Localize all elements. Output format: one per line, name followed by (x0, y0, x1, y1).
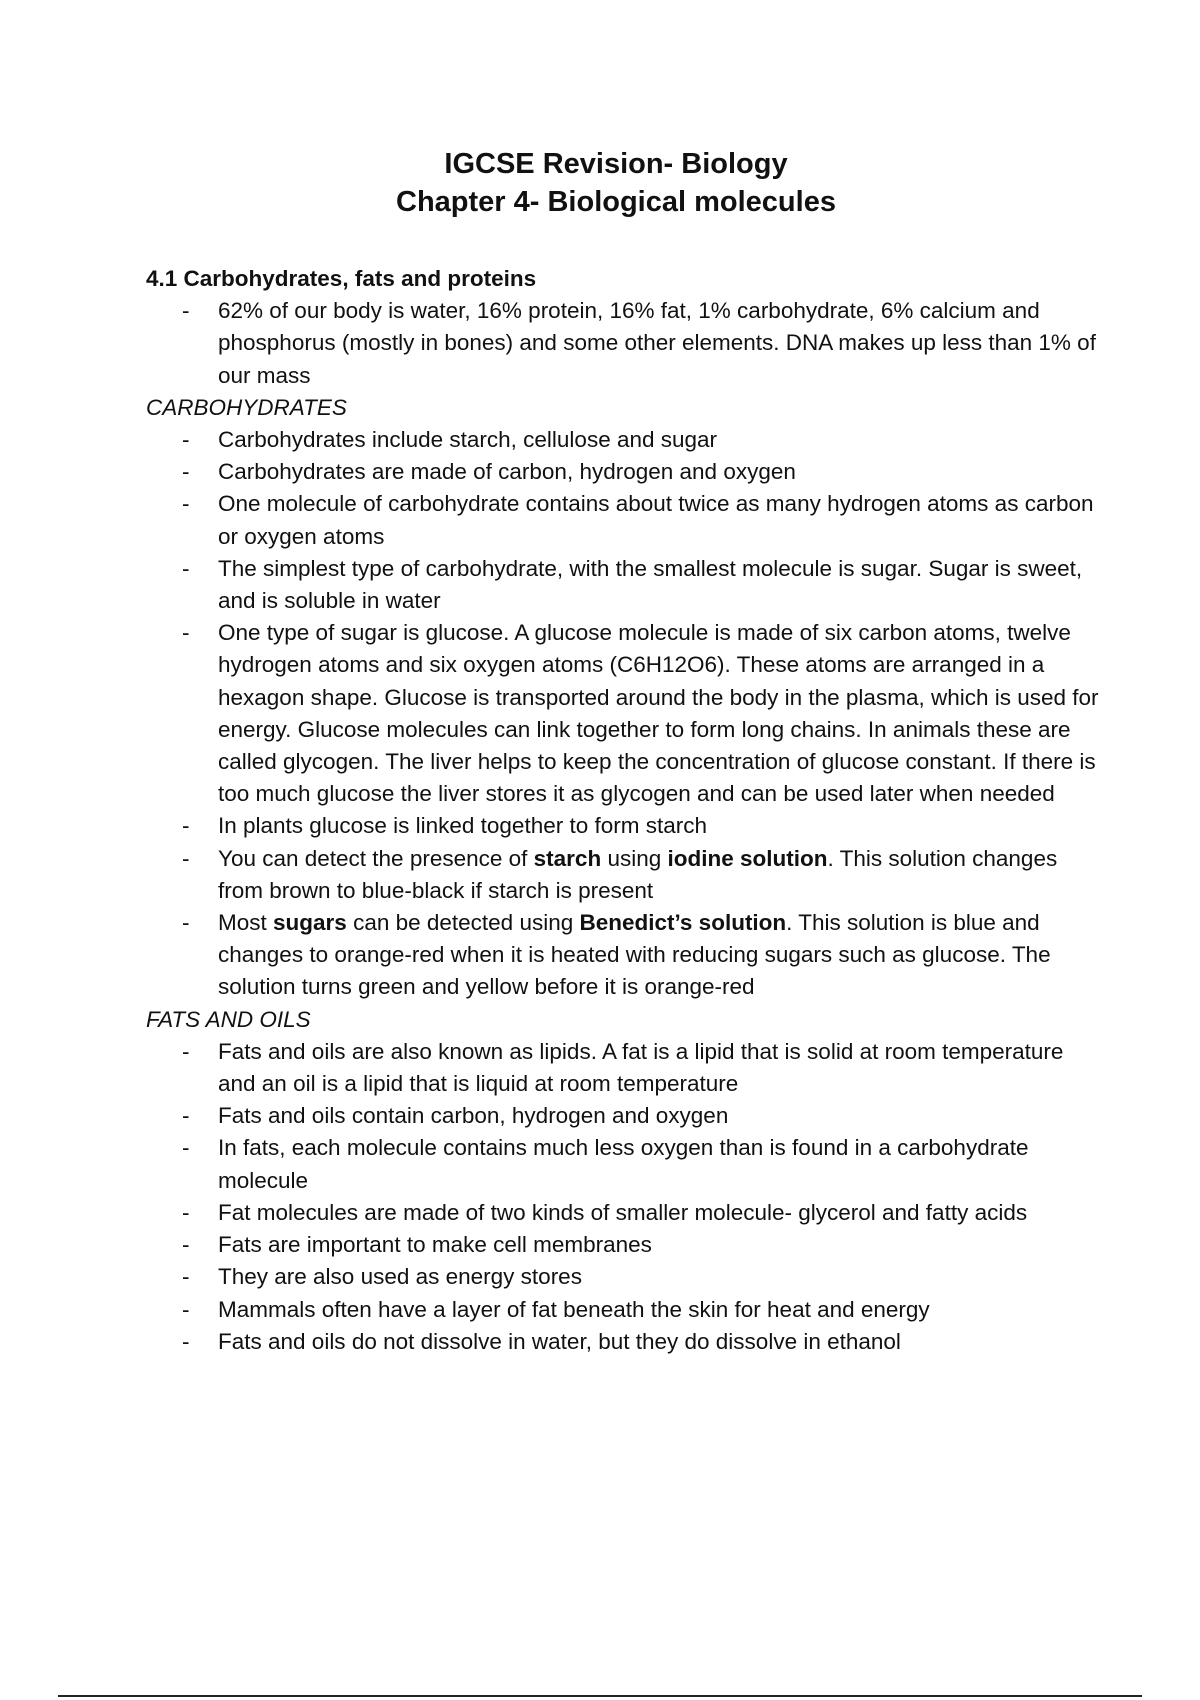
text-span: Most (218, 910, 274, 936)
bullet-dash: - (182, 813, 190, 839)
list-item-text: Fats and oils contain carbon, hydrogen and oxygen (218, 1103, 729, 1129)
bullet-dash: - (182, 555, 190, 581)
text-span: You can detect the presence of (218, 845, 534, 871)
bullet-dash: - (182, 910, 190, 936)
list-item (146, 810, 1106, 842)
bullet-dash: - (182, 1264, 190, 1290)
bold-term: starch (533, 845, 602, 871)
list-item (146, 1036, 1106, 1100)
bullet-dash: - (182, 298, 190, 324)
list-item-text: In plants glucose is linked together to form starch (218, 813, 708, 839)
list-item-sugar-test (146, 907, 1106, 1004)
bullet-dash: - (182, 845, 190, 871)
intro-list (146, 295, 1106, 392)
title-line-1: IGCSE Revision- Biology (444, 148, 788, 180)
list-item (146, 1326, 1106, 1358)
carbohydrates-heading: CARBOHYDRATES (146, 394, 347, 420)
bold-term: iodine solution (667, 845, 828, 871)
list-item (146, 1197, 1106, 1229)
list-item (146, 553, 1106, 617)
list-item-text: Carbohydrates include starch, cellulose and sugar (218, 427, 718, 453)
document-title (0, 145, 1200, 221)
list-item-text: In fats, each molecule contains much less oxygen than is found in a carbohydrate molecule (218, 1135, 1029, 1193)
bullet-dash: - (182, 1135, 190, 1161)
bullet-dash: - (182, 427, 190, 453)
bullet-dash: - (182, 1103, 190, 1129)
bold-term: sugars (273, 910, 347, 936)
bullet-dash: - (182, 1038, 190, 1064)
carbohydrates-list (146, 424, 1106, 1004)
list-item (146, 1229, 1106, 1261)
section-heading: 4.1 Carbohydrates, fats and proteins (146, 266, 537, 291)
bullet-dash: - (182, 1232, 190, 1258)
fats-heading: FATS AND OILS (146, 1006, 311, 1032)
list-item-text: Fats and oils do not dissolve in water, but they do dissolve in ethanol (218, 1328, 901, 1354)
fats-list (146, 1036, 1106, 1358)
list-item-text: 62% of our body is water, 16% protein, 16% fat, 1% carbohydrate, 6% calcium and phosphorus (mostly in bones) and some other elements. DNA makes up less than 1% of our mass (218, 298, 1096, 388)
bullet-dash: - (182, 1199, 190, 1225)
list-item-text: Fat molecules are made of two kinds of smaller molecule- glycerol and fatty acids (218, 1199, 1028, 1225)
list-item-text: One molecule of carbohydrate contains about twice as many hydrogen atoms as carbon or oxygen atoms (218, 491, 1094, 549)
list-item-text: The simplest type of carbohydrate, with the smallest molecule is sugar. Sugar is sweet, and is soluble in water (218, 555, 1083, 614)
document-body (146, 263, 1106, 1358)
list-item (146, 488, 1106, 552)
list-item (146, 1132, 1106, 1196)
bottom-divider (58, 1695, 1142, 1697)
list-item (146, 424, 1106, 456)
list-item (146, 1100, 1106, 1132)
list-item (146, 1294, 1106, 1326)
bullet-dash: - (182, 1296, 190, 1322)
title-line-2: Chapter 4- Biological molecules (396, 186, 836, 218)
bullet-dash: - (182, 620, 190, 646)
text-span: . This solution is blue and changes to orange-red when it is heated with reducing sugars such as glucose. The solution turns green and yellow before it is orange-red (218, 910, 1051, 1000)
list-item-text: They are also used as energy stores (218, 1264, 582, 1290)
text-span: . This solution changes from brown to blue-black if starch is present (218, 845, 1058, 903)
list-item-text: Fats and oils are also known as lipids. A fat is a lipid that is solid at room temperature and an oil is a lipid that is liquid at room temperature (218, 1038, 1064, 1097)
list-item (146, 456, 1106, 488)
list-item-text: Fats are important to make cell membranes (218, 1232, 652, 1258)
list-item (146, 617, 1106, 810)
bullet-dash: - (182, 459, 190, 485)
text-span: using (601, 845, 668, 871)
text-span: can be detected using (346, 910, 580, 936)
list-item-starch-test (146, 843, 1106, 907)
list-item (146, 1261, 1106, 1293)
list-item-text: Mammals often have a layer of fat beneath the skin for heat and energy (218, 1296, 930, 1322)
bullet-dash: - (182, 1328, 190, 1354)
bold-term: Benedict’s solution (579, 910, 787, 936)
list-item-text: One type of sugar is glucose. A glucose molecule is made of six carbon atoms, twelve hydrogen atoms and six oxygen atoms (C6H12O6). These atoms are arranged in a hexagon shape. Glucose is transported around the body in the plasma, which is used for energy. Glucose molecules can link together to form long chains. In animals these are called glycogen. The liver helps to keep the concentration of glucose constant. If there is too much glucose the liver stores it as glycogen and can be used later when needed (218, 620, 1099, 807)
bullet-dash: - (182, 491, 190, 517)
list-item (146, 295, 1106, 392)
list-item-text: Carbohydrates are made of carbon, hydrogen and oxygen (218, 459, 796, 485)
